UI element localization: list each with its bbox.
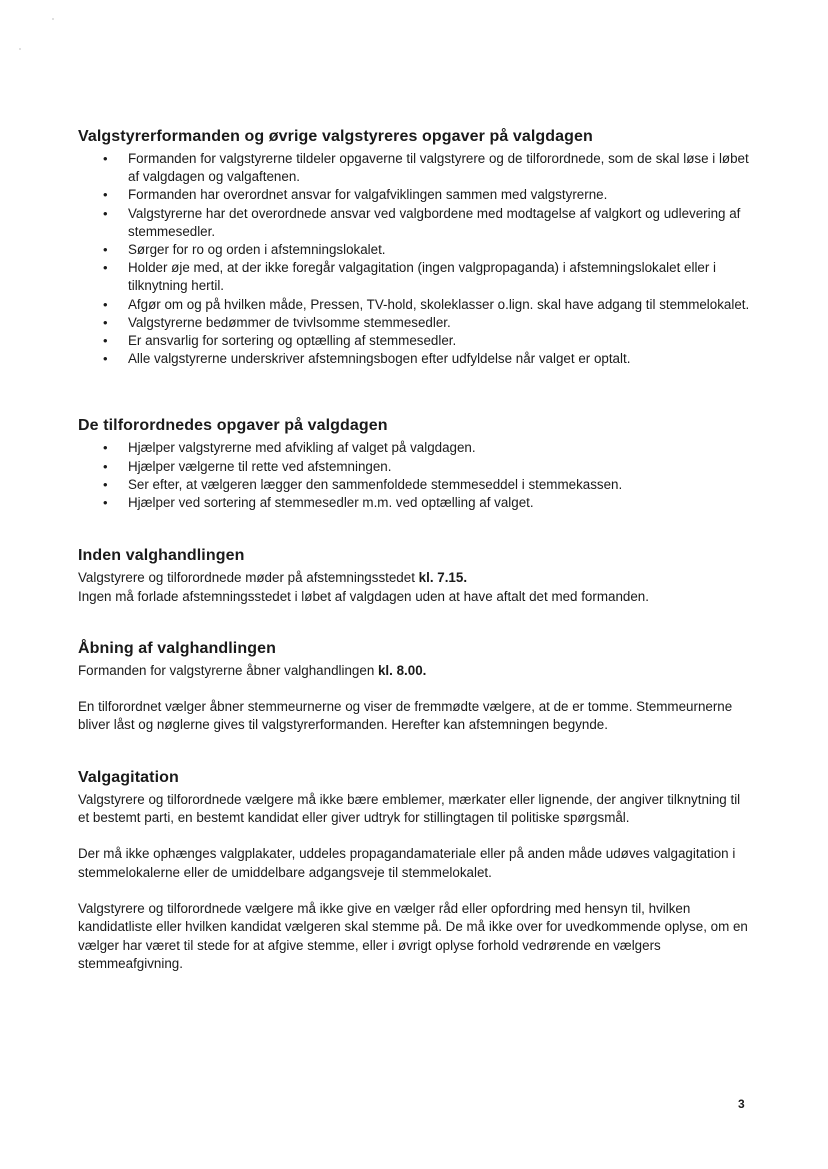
paragraph: Valgstyrere og tilforordnede vælgere må ikke bære emblemer, mærkater eller lignende, der angiver tilknytning til et bestemt parti, en bestemt kandidat eller giver udtryk for stillingtagen til politiske spørgsmål. [78, 791, 741, 826]
list-item: • Valgstyrerne bedømmer de tvivlsomme stemmesedler. [78, 314, 750, 332]
section-aabning-af-valghandlingen [78, 639, 750, 735]
bullet-icon: • [103, 476, 108, 492]
list-item: • Hjælper ved sortering af stemmesedler m.m. ved optælling af valget. [78, 494, 750, 512]
scan-speck [52, 18, 54, 20]
section-heading: De tilforordnedes opgaver på valgdagen [78, 417, 388, 435]
bullet-list [78, 150, 750, 368]
paragraph: Ingen må forlade afstemningsstedet i løbet af valgdagen uden at have aftalt det med formanden. [78, 588, 649, 604]
list-item: • Er ansvarlig for sortering og optælling af stemmesedler. [78, 332, 750, 350]
list-item: • Formanden har overordnet ansvar for valgafviklingen sammen med valgstyrerne. [78, 186, 750, 204]
bullet-icon: • [103, 495, 108, 511]
section-heading: Åbning af valghandlingen [78, 639, 276, 657]
list-item: • Formanden for valgstyrerne tildeler opgaverne til valgstyrere og de tilforordnede, som de skal løse i løbet af valgdagen og valgaftenen. [103, 151, 749, 185]
bullet-list [78, 439, 750, 512]
list-item: • Sørger for ro og orden i afstemningslokalet. [78, 241, 750, 259]
bullet-icon: • [103, 296, 108, 312]
paragraph: Formanden for valgstyrerne åbner valghandlingen kl. 8.00. [78, 662, 427, 678]
bullet-icon: • [103, 314, 108, 330]
list-item: • Afgør om og på hvilken måde, Pressen, TV-hold, skoleklasser o.lign. skal have adgang til stemmelokalet. [78, 296, 750, 314]
bullet-icon: • [103, 205, 108, 221]
paragraph-gap [78, 680, 750, 698]
page-number: 3 [738, 1097, 745, 1111]
bullet-icon: • [103, 260, 108, 276]
bullet-icon: • [103, 151, 108, 166]
time-emphasis: kl. 7.15. [418, 570, 468, 586]
list-item: • Hjælper valgstyrerne med afvikling af valget på valgdagen. [78, 439, 750, 457]
bullet-icon: • [103, 333, 108, 349]
scan-speck [19, 48, 21, 50]
list-item: • Alle valgstyrerne underskriver afstemningsbogen efter udfyldelse når valget er optalt. [78, 350, 750, 368]
bullet-icon: • [103, 458, 108, 474]
paragraph-gap [78, 882, 750, 900]
section-heading: Valgstyrerformanden og øvrige valgstyreres opgaver på valgdagen [78, 128, 593, 145]
bullet-icon: • [103, 187, 108, 203]
document-page [78, 127, 750, 973]
time-emphasis: kl. 8.00. [377, 662, 427, 678]
bullet-icon: • [103, 351, 108, 367]
bullet-icon: • [103, 242, 108, 258]
section-tilforordnedes-opgaver [78, 416, 750, 512]
paragraph: Valgstyrere og tilforordnede vælgere må ikke give en vælger råd eller opfordring med hensyn til, hvilken kandidatliste eller hvilken kandidat vælgeren skal stemme på. De må ikke over for uvedkommende oplyse, om en vælger har været til stede for at afgive stemme, eller i øvrigt oplyse forhold vedrørende en vælgers stemmeafgivning. [78, 900, 748, 971]
paragraph: Valgstyrere og tilforordnede møder på afstemningsstedet kl. 7.15. [78, 570, 468, 586]
section-heading: Valgagitation [78, 768, 179, 786]
paragraph-gap [78, 827, 750, 845]
section-inden-valghandlingen [78, 546, 750, 606]
list-item: • Ser efter, at vælgeren lægger den sammenfoldede stemmeseddel i stemmekassen. [78, 476, 750, 494]
list-item: • Holder øje med, at der ikke foregår valgagitation (ingen valgpropaganda) i afstemningslokalet eller i tilknytning hertil. [103, 260, 717, 294]
section-valgagitation [78, 768, 750, 973]
paragraph: Der må ikke ophænges valgplakater, uddeles propagandamateriale eller på anden måde udøves valgagitation i stemmelokalerne eller de umiddelbare adgangsveje til stemmelokalet. [78, 846, 736, 880]
list-item: • Hjælper vælgerne til rette ved afstemningen. [78, 458, 750, 476]
section-valgstyrerformanden [78, 127, 750, 368]
section-heading: Inden valghandlingen [78, 547, 245, 565]
paragraph: En tilforordnet vælger åbner stemmeurnerne og viser de fremmødte vælgere, at de er tomme. Stemmeurnerne bliver låst og nøglerne gives til valgstyrerformanden. Herefter kan afstemningen begynde. [78, 699, 733, 733]
bullet-icon: • [103, 440, 108, 456]
list-item: • Valgstyrerne har det overordnede ansvar ved valgbordene med modtagelse af valgkort og udlevering af stemmesedler. [103, 205, 741, 239]
